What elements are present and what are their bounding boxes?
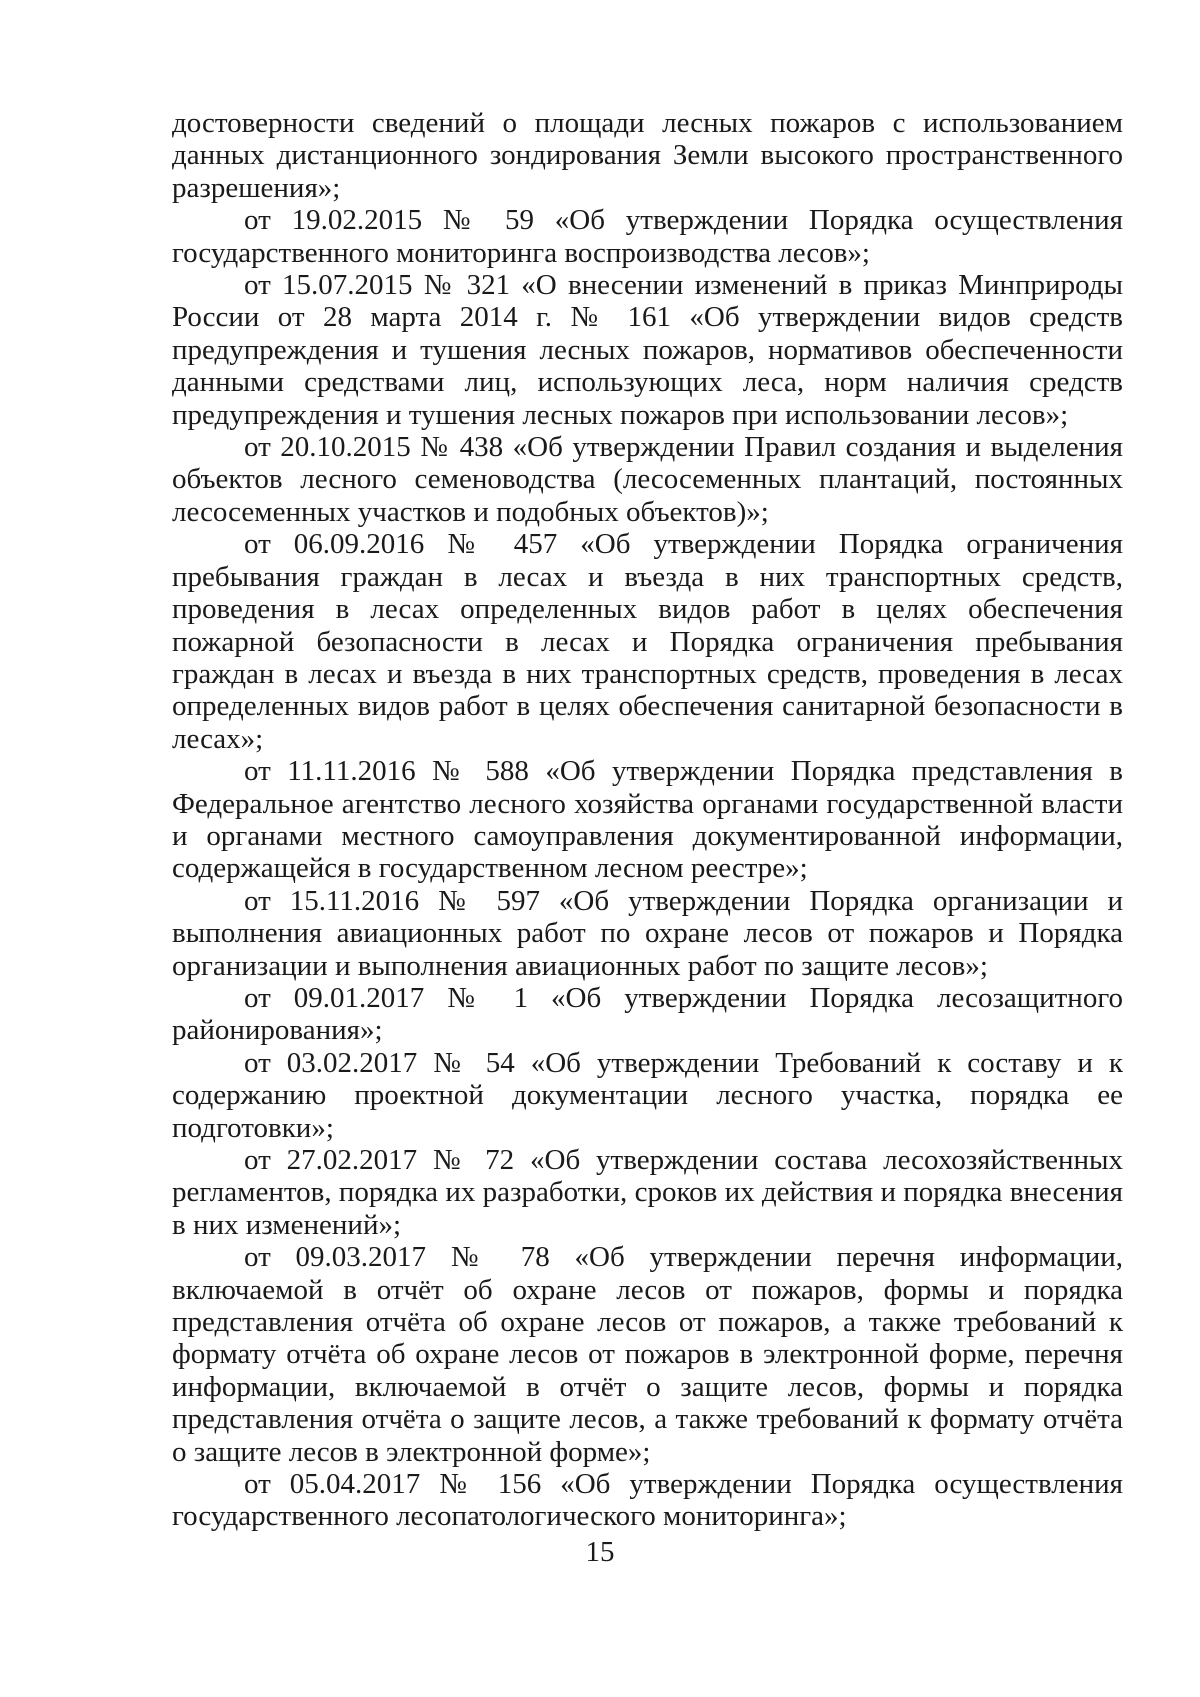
paragraph-order-588: от 11.11.2016 № 588 «Об утверждении Порядка представления в Федеральное агентство лесного хозяйства органами государственной власти и органами местного самоуправления документированной информации, содержащейся в государственном лесном реестре»; xyxy=(172,755,1123,885)
paragraph-order-54: от 03.02.2017 № 54 «Об утверждении Требований к составу и к содержанию проектной документации лесного участка, порядка ее подготовки»; xyxy=(172,1046,1123,1144)
paragraph-order-72: от 27.02.2017 № 72 «Об утверждении состава лесохозяйственных регламентов, порядка их разработки, сроков их действия и порядка внесения в них изменений»; xyxy=(172,1144,1123,1241)
paragraph-continuation: достоверности сведений о площади лесных пожаров с использованием данных дистанционного зондирования Земли высокого пространственного разрешения»; xyxy=(172,107,1123,204)
page-number: 15 xyxy=(585,1536,615,1568)
paragraph-order-1: от 09.01.2017 № 1 «Об утверждении Порядка лесозащитного районирования»; xyxy=(172,981,1123,1047)
paragraph-order-78: от 09.03.2017 № 78 «Об утверждении перечня информации, включаемой в отчёт об охране лесов от пожаров, формы и порядка представления отчёта об охране лесов от пожаров, а также требований к формату отчёта об охране лесов от пожаров в электронной форме, перечня информации, включаемой в отчёт о защите лесов, формы и порядка представления отчёта о защите лесов, а также требований к формату отчёта о защите лесов в электронной форме»; xyxy=(172,1241,1123,1468)
paragraph-order-597: от 15.11.2016 № 597 «Об утверждении Порядка организации и выполнения авиационных работ по охране лесов от пожаров и Порядка организации и выполнения авиационных работ по защите лесов»; xyxy=(172,884,1123,982)
paragraph-order-59: от 19.02.2015 № 59 «Об утверждении Порядка осуществления государственного мониторинга воспроизводства лесов»; xyxy=(172,204,1123,269)
paragraph-order-156: от 05.04.2017 № 156 «Об утверждении Порядка осуществления государственного лесопатологического мониторинга»; xyxy=(172,1468,1123,1533)
document-body xyxy=(172,107,1123,1533)
paragraph-order-321: от 15.07.2015 № 321 «О внесении изменений в приказ Минприроды России от 28 марта 2014 г. № 161 «Об утверждении видов средств предупреждения и тушения лесных пожаров, нормативов обеспеченности данными средствами лиц, использующих леса, норм наличия средств предупреждения и тушения лесных пожаров при использовании лесов»; xyxy=(172,269,1123,431)
paragraph-order-457: от 06.09.2016 № 457 «Об утверждении Порядка ограничения пребывания граждан в лесах и въезда в них транспортных средств, проведения в лесах определенных видов работ в целях обеспечения пожарной безопасности в лесах и Порядка ограничения пребывания граждан в лесах и въезда в них транспортных средств, проведения в лесах определенных видов работ в целях обеспечения санитарной безопасности в лесах»; xyxy=(172,528,1123,755)
paragraph-order-438: от 20.10.2015 № 438 «Об утверждении Правил создания и выделения объектов лесного семеноводства (лесосеменных плантаций, постоянных лесосеменных участков и подобных объектов)»; xyxy=(172,431,1123,528)
